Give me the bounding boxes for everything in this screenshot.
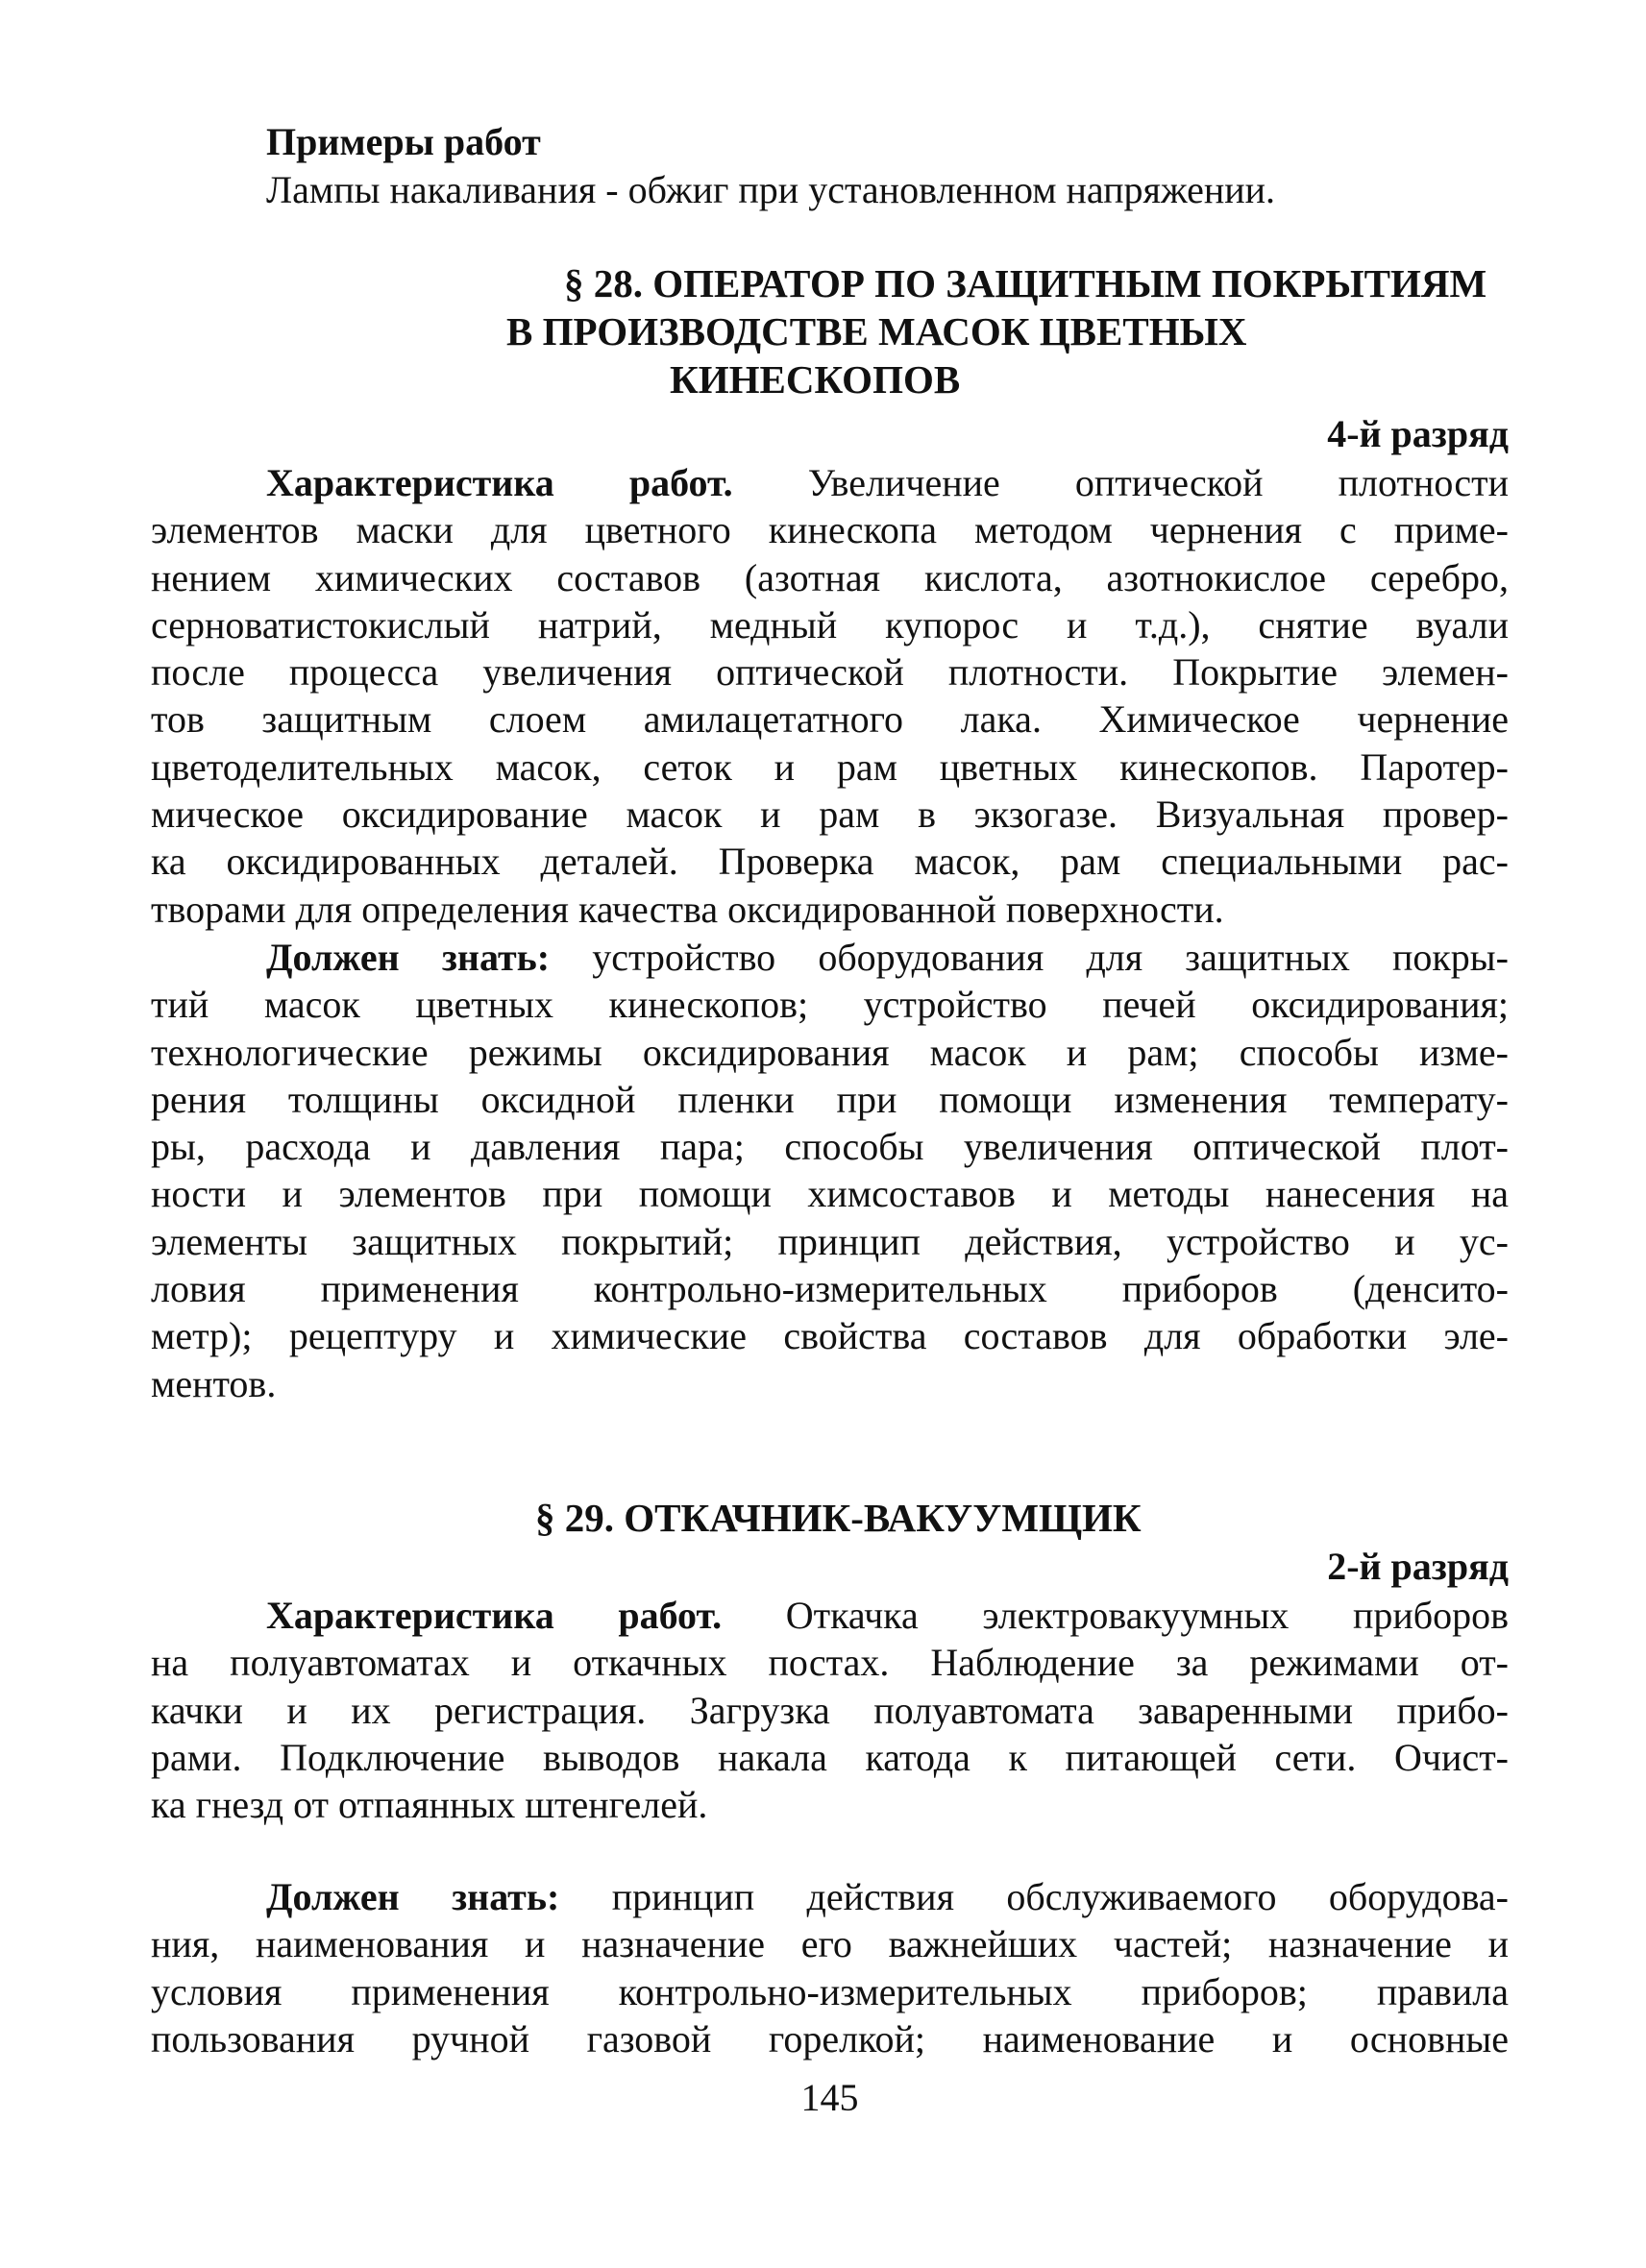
- section-28-title-line: § 28. ОПЕРАТОР ПО ЗАЩИТНЫМ ПОКРЫТИЯМ: [564, 261, 1487, 305]
- section-28-grade: 4-й разряд: [1327, 412, 1509, 455]
- paragraph-line: тов защитным слоем амилацетатного лака. Химическое чернение: [151, 697, 1509, 742]
- paragraph-line: [151, 934, 1509, 981]
- knowledge-label: Должен знать:: [266, 936, 551, 979]
- paragraph-line: условия применения контрольно-измерительных приборов; правила: [151, 1969, 1509, 2013]
- paragraph-line: творами для определения качества оксидированной поверхности.: [151, 887, 1224, 931]
- section-29-knowledge: [151, 1873, 1509, 2062]
- paragraph-line: ния, наименования и назначение его важнейших частей; назначение и: [151, 1922, 1509, 1966]
- paragraph-line: пользования ручной газовой горелкой; наименование и основные: [151, 2016, 1509, 2061]
- section-29-title-line: § 29. ОТКАЧНИК-ВАКУУМЩИК: [535, 1496, 1142, 1540]
- paragraph-line: серноватистокислый натрий, медный купорос и т.д.), снятие вуали: [151, 602, 1509, 646]
- paragraph-line: рами. Подключение выводов накала катода к питающей сети. Очист-: [151, 1735, 1509, 1779]
- paragraph-line: ности и элементов при помощи химсоставов и методы нанесения на: [151, 1172, 1509, 1216]
- section-28-characteristics: [151, 459, 1509, 933]
- paragraph-line: ка оксидированных деталей. Проверка масок, рам специальными рас-: [151, 840, 1509, 884]
- paragraph-line: ка гнезд от отпаянных штенгелей.: [151, 1783, 708, 1827]
- paragraph-line: рения толщины оксидной пленки при помощи изменения температу-: [151, 1077, 1509, 1121]
- paragraph-line: [151, 1592, 1509, 1639]
- paragraph-line: мическое оксидирование масок и рам в экзогазе. Визуальная провер-: [151, 793, 1509, 837]
- characteristics-label: Характеристика работ.: [266, 461, 733, 504]
- examples-heading: Примеры работ: [266, 120, 541, 163]
- document-page: [151, 106, 1509, 2219]
- paragraph-text: Увеличение оптической плотности: [807, 461, 1509, 504]
- section-29-grade: 2-й разряд: [1327, 1545, 1509, 1588]
- paragraph-line: цветоделительных масок, сеток и рам цветных кинескопов. Паротер-: [151, 744, 1509, 789]
- paragraph-line: тий масок цветных кинескопов; устройство печей оксидирования;: [151, 983, 1509, 1027]
- paragraph-line: на полуавтоматах и откачных постах. Наблюдение за режимами от-: [151, 1641, 1509, 1685]
- paragraph-text: Откачка электровакуумных приборов: [785, 1594, 1509, 1637]
- paragraph-line: [151, 1873, 1509, 1920]
- characteristics-label: Характеристика работ.: [266, 1594, 723, 1637]
- section-28-knowledge: [151, 934, 1509, 1407]
- paragraph-line: ры, расхода и давления пара; способы увеличения оптической плот-: [151, 1125, 1509, 1169]
- examples-text: Лампы накаливания - обжиг при установленном напряжении.: [266, 168, 1276, 211]
- page-number: 145: [800, 2076, 859, 2119]
- paragraph-line: элементов маски для цветного кинескопа методом чернения с приме-: [151, 508, 1509, 552]
- paragraph-line: нением химических составов (азотная кислота, азотнокислое серебро,: [151, 555, 1509, 599]
- section-28-title-line: В ПРОИЗВОДСТВЕ МАСОК ЦВЕТНЫХ: [506, 309, 1247, 354]
- section-28-title: [151, 259, 1509, 403]
- section-29-title: [151, 1494, 1509, 1542]
- paragraph-line: ментов.: [151, 1361, 277, 1405]
- paragraph-line: качки и их регистрация. Загрузка полуавтомата заваренными прибо-: [151, 1688, 1509, 1732]
- paragraph-text: устройство оборудования для защитных покры-: [592, 936, 1509, 979]
- paragraph-line: технологические режимы оксидирования масок и рам; способы изме-: [151, 1030, 1509, 1074]
- paragraph-line: ловия применения контрольно-измерительных приборов (денсито-: [151, 1267, 1509, 1311]
- section-28-title-line: КИНЕСКОПОВ: [670, 357, 961, 402]
- knowledge-label: Должен знать:: [266, 1875, 560, 1918]
- paragraph-line: элементы защитных покрытий; принцип действия, устройство и ус-: [151, 1219, 1509, 1263]
- paragraph-text: принцип действия обслуживаемого оборудова-: [611, 1875, 1510, 1918]
- section-29-characteristics: [151, 1592, 1509, 1828]
- paragraph-line: после процесса увеличения оптической плотности. Покрытие элемен-: [151, 650, 1509, 695]
- paragraph-line: метр); рецептуру и химические свойства составов для обработки эле-: [151, 1314, 1509, 1358]
- paragraph-line: [151, 459, 1509, 506]
